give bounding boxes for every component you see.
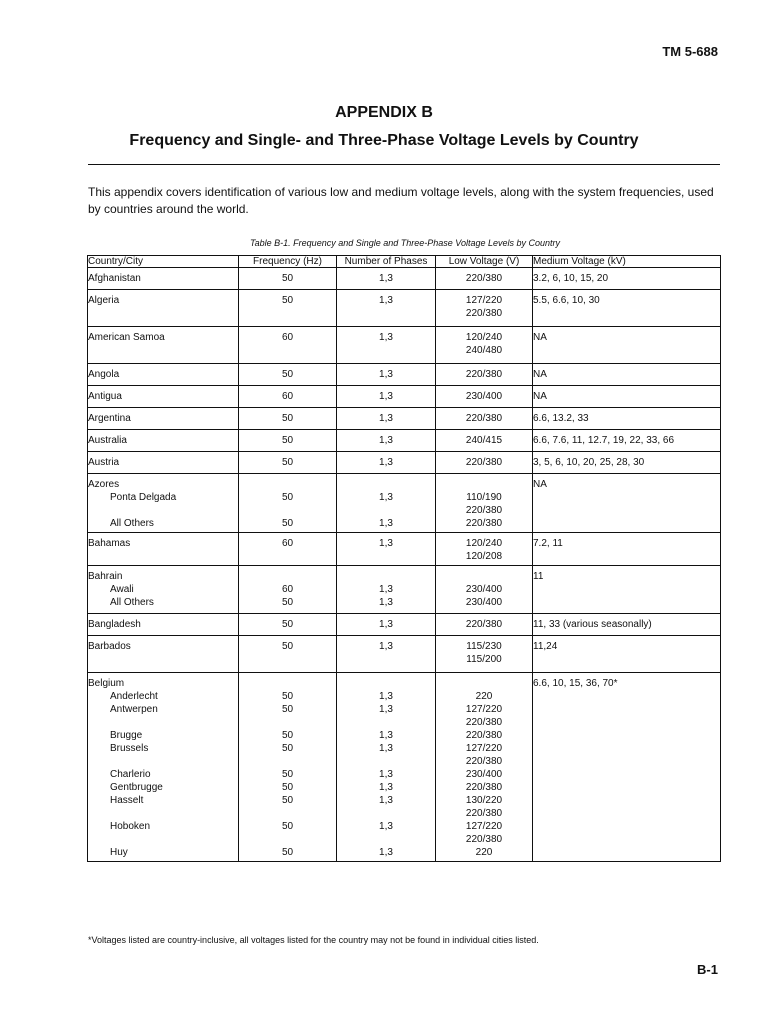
cell-frequency [239,430,337,452]
cell-value [533,703,720,716]
cell-value [533,794,720,807]
cell-frequency [239,566,337,614]
table-row [88,452,721,474]
cell-value [337,755,435,768]
cell-value [533,596,720,609]
column-header-phases: Number of Phases [337,256,436,268]
cell-value: 11,24 [533,641,558,652]
cell-value [239,755,336,768]
cell-value: NA [533,369,547,380]
cell-phases [337,474,436,533]
cell-value: 230/400 [465,584,503,595]
country-label: Bahrain [88,571,123,582]
cell-value [239,653,336,666]
cell-phases [337,452,436,474]
cell-value [337,344,435,357]
country-label: Bahamas [88,538,131,549]
cell-value: 1,3 [379,795,393,806]
cell-value: 60 [281,538,294,549]
table-row [88,636,721,673]
cell-value: 50 [281,619,294,630]
cell-country [88,430,239,452]
cell-value: 50 [281,435,294,446]
column-header-medium-voltage: Medium Voltage (kV) [533,256,721,268]
cell-value [337,807,435,820]
cell-value: 60 [281,391,294,402]
voltage-table [87,255,721,862]
cell-phases [337,290,436,327]
cell-value: 50 [281,691,294,702]
cell-value: 1,3 [379,641,393,652]
cell-value: 220/380 [465,413,503,424]
cell-country [88,408,239,430]
table-header-row [88,256,721,268]
cell-value: 6.6, 10, 15, 36, 70* [533,678,618,689]
cell-value [239,504,336,517]
cell-value [533,846,720,859]
cell-value: 1,3 [379,518,393,529]
table-row [88,327,721,364]
cell-medium-voltage [533,636,721,673]
cell-frequency [239,614,337,636]
cell-phases [337,430,436,452]
cell-country [88,386,239,408]
cell-value: 11 [533,571,544,582]
cell-value: 1,3 [379,369,393,380]
appendix-heading: APPENDIX B [335,104,433,121]
cell-medium-voltage [533,452,721,474]
country-label [88,716,238,729]
cell-value: 230/400 [465,391,503,402]
country-label: Belgium [88,678,125,689]
cell-value: 230/400 [465,597,503,608]
cell-phases [337,673,436,862]
cell-value [239,478,336,491]
cell-value: 127/220 [465,743,503,754]
cell-value: 1,3 [379,691,393,702]
table-row [88,566,721,614]
cell-value: 120/208 [465,551,503,562]
column-header-country: Country/City [88,256,239,268]
cell-frequency [239,290,337,327]
country-label: Huy [110,847,128,858]
cell-frequency [239,327,337,364]
cell-value [533,491,720,504]
cell-medium-voltage [533,386,721,408]
cell-value [533,307,720,320]
cell-value: 50 [281,413,294,424]
cell-value: 50 [281,457,294,468]
cell-country [88,268,239,290]
cell-value: 6.6, 13.2, 33 [533,413,589,424]
cell-value: 1,3 [379,391,393,402]
cell-value: 1,3 [379,847,393,858]
cell-value [337,307,435,320]
cell-value [239,716,336,729]
cell-value: 220/380 [465,457,503,468]
cell-country [88,566,239,614]
cell-value: 50 [281,782,294,793]
country-label: Ponta Delgada [110,492,177,503]
table-row [88,474,721,533]
cell-value: 1,3 [379,435,393,446]
cell-value [533,768,720,781]
cell-low-voltage [436,386,533,408]
cell-medium-voltage [533,364,721,386]
cell-value [533,517,720,530]
cell-value [239,833,336,846]
cell-value: 220/380 [465,756,503,767]
table-footnote: *Voltages listed are country-inclusive, all voltages listed for the country may not be found in individual cities listed. [88,935,539,945]
country-label: Brussels [110,743,149,754]
cell-value: 5.5, 6.6, 10, 30 [533,295,600,306]
cell-phases [337,327,436,364]
cell-value [533,716,720,729]
cell-frequency [239,408,337,430]
cell-value: 127/220 [465,821,503,832]
cell-value: 50 [281,641,294,652]
cell-value [436,677,532,690]
cell-value: 3, 5, 6, 10, 20, 25, 28, 30 [533,457,645,468]
cell-value: 1,3 [379,597,393,608]
country-label [88,344,238,357]
cell-value: 3.2, 6, 10, 15, 20 [533,273,609,284]
cell-value: 130/220 [465,795,503,806]
cell-value: 50 [281,597,294,608]
cell-low-voltage [436,673,533,862]
table-row [88,533,721,566]
cell-phases [337,364,436,386]
cell-value: 220/380 [465,308,503,319]
cell-country [88,636,239,673]
cell-value: NA [533,479,547,490]
country-label: Antigua [88,391,122,402]
cell-value [533,690,720,703]
cell-medium-voltage [533,474,721,533]
cell-frequency [239,452,337,474]
cell-value: 230/400 [465,769,503,780]
cell-phases [337,268,436,290]
country-label: Barbados [88,641,131,652]
cell-medium-voltage [533,673,721,862]
cell-value: 60 [281,332,294,343]
table-row [88,430,721,452]
cell-value [337,716,435,729]
cell-phases [337,386,436,408]
cell-low-voltage [436,430,533,452]
cell-value [533,833,720,846]
country-label: Afghanistan [88,273,141,284]
table-row [88,386,721,408]
cell-value: 50 [281,743,294,754]
country-label: Gentbrugge [110,782,163,793]
cell-medium-voltage [533,268,721,290]
cell-value: 240/415 [465,435,503,446]
cell-country [88,474,239,533]
cell-frequency [239,533,337,566]
table-row [88,408,721,430]
cell-value: 1,3 [379,704,393,715]
cell-value: 50 [281,847,294,858]
cell-country [88,673,239,862]
cell-value: 110/190 [466,492,502,503]
cell-value: 220/380 [465,505,503,516]
country-label: Austria [88,457,120,468]
cell-value [533,742,720,755]
cell-value: 50 [281,821,294,832]
cell-phases [337,408,436,430]
cell-value: 1,3 [379,492,393,503]
cell-low-voltage [436,290,533,327]
cell-value: 50 [281,730,294,741]
cell-value [239,344,336,357]
cell-value: 1,3 [379,295,393,306]
table-row [88,268,721,290]
cell-value [337,833,435,846]
country-label [88,504,238,517]
cell-country [88,290,239,327]
cell-value: 1,3 [379,584,393,595]
cell-value [337,653,435,666]
cell-value: 220/380 [465,619,503,630]
cell-value: 220/380 [465,808,503,819]
cell-value [533,653,720,666]
cell-low-voltage [436,408,533,430]
country-label [88,550,238,563]
cell-country [88,327,239,364]
country-label: Antwerpen [110,704,158,715]
cell-value [239,570,336,583]
cell-value: 127/220 [465,295,503,306]
cell-value: 6.6, 7.6, 11, 12.7, 19, 22, 33, 66 [533,435,675,446]
cell-phases [337,636,436,673]
cell-value [533,504,720,517]
table-row [88,614,721,636]
cell-frequency [239,636,337,673]
cell-value: 11, 33 (various seasonally) [533,619,652,630]
cell-value [239,807,336,820]
cell-low-voltage [436,566,533,614]
cell-value [533,820,720,833]
country-label [88,833,238,846]
country-label: Australia [88,435,127,446]
cell-low-voltage [436,474,533,533]
cell-frequency [239,268,337,290]
cell-value: 1,3 [379,782,393,793]
cell-value [436,478,532,491]
cell-medium-voltage [533,614,721,636]
country-label: Charlerio [110,769,151,780]
cell-low-voltage [436,364,533,386]
cell-value: 115/230 [466,641,502,652]
country-label [88,807,238,820]
cell-value: 1,3 [379,457,393,468]
country-label [88,653,238,666]
cell-value: 50 [281,492,294,503]
cell-value: 50 [281,795,294,806]
cell-value [337,570,435,583]
cell-value: 50 [281,273,294,284]
cell-value: 220 [475,847,493,858]
cell-medium-voltage [533,290,721,327]
cell-low-voltage [436,327,533,364]
cell-low-voltage [436,533,533,566]
country-label [88,755,238,768]
cell-frequency [239,673,337,862]
cell-frequency [239,474,337,533]
cell-value: 120/240 [465,332,503,343]
cell-medium-voltage [533,533,721,566]
cell-value: 220/380 [465,273,503,284]
page-number: B-1 [697,962,718,977]
country-label: Argentina [88,413,131,424]
cell-value: 1,3 [379,730,393,741]
cell-value: 50 [281,704,294,715]
table-row [88,364,721,386]
cell-value [533,344,720,357]
country-label: American Samoa [88,332,165,343]
cell-value: 1,3 [379,743,393,754]
cell-value [533,755,720,768]
cell-value [337,478,435,491]
cell-value: 220/380 [465,518,503,529]
cell-medium-voltage [533,327,721,364]
cell-value [239,307,336,320]
country-label: Awali [110,584,134,595]
country-label [88,307,238,320]
cell-country [88,364,239,386]
cell-country [88,614,239,636]
table-row [88,290,721,327]
cell-value: 127/220 [465,704,503,715]
cell-value: 220/380 [465,730,503,741]
cell-value: 50 [281,369,294,380]
cell-country [88,452,239,474]
cell-value [533,583,720,596]
country-label: All Others [110,518,154,529]
cell-value [337,677,435,690]
cell-value: 50 [281,295,294,306]
cell-value: 1,3 [379,821,393,832]
cell-medium-voltage [533,430,721,452]
cell-value: 220/380 [465,834,503,845]
cell-phases [337,533,436,566]
cell-value: 1,3 [379,619,393,630]
cell-phases [337,566,436,614]
cell-value: 1,3 [379,332,393,343]
cell-value [337,550,435,563]
country-label: Anderlecht [110,691,158,702]
country-label: Bangladesh [88,619,141,630]
cell-value: 220/380 [465,717,503,728]
table-row [88,673,721,862]
cell-value: 240/480 [465,345,503,356]
cell-low-voltage [436,452,533,474]
cell-value: NA [533,391,547,402]
cell-value: 1,3 [379,273,393,284]
document-id: TM 5-688 [662,44,718,59]
page-title: Frequency and Single- and Three-Phase Voltage Levels by Country [129,132,639,149]
cell-value: 60 [281,584,294,595]
cell-value: 220/380 [465,782,503,793]
table-caption: Table B-1. Frequency and Single and Three-Phase Voltage Levels by Country [249,238,561,248]
country-label: Hoboken [110,821,151,832]
country-label: All Others [110,597,154,608]
title-divider [88,164,720,165]
cell-phases [337,614,436,636]
cell-value: 220/380 [465,369,503,380]
country-label: Hasselt [110,795,144,806]
cell-low-voltage [436,636,533,673]
cell-value [533,781,720,794]
cell-value [533,729,720,742]
cell-value: 7.2, 11 [533,538,563,549]
cell-medium-voltage [533,566,721,614]
cell-value: 115/200 [466,654,502,665]
cell-frequency [239,386,337,408]
country-label: Angola [88,369,120,380]
cell-medium-voltage [533,408,721,430]
cell-value: 50 [281,518,294,529]
cell-value: 1,3 [379,538,393,549]
cell-value [337,504,435,517]
cell-value: 120/240 [465,538,503,549]
cell-low-voltage [436,268,533,290]
country-label: Azores [88,479,120,490]
cell-value: NA [533,332,547,343]
cell-value [436,570,532,583]
intro-paragraph: This appendix covers identification of various low and medium voltage levels, along with the system frequencies, used by countries around the world. [88,185,714,216]
country-label: Algeria [88,295,120,306]
country-label: Brugge [110,730,143,741]
cell-value: 1,3 [379,769,393,780]
cell-value [533,550,720,563]
cell-country [88,533,239,566]
cell-frequency [239,364,337,386]
cell-value: 1,3 [379,413,393,424]
column-header-frequency: Frequency (Hz) [239,256,337,268]
cell-value: 220 [475,691,493,702]
cell-value [239,550,336,563]
cell-value: 50 [281,769,294,780]
column-header-low-voltage: Low Voltage (V) [436,256,533,268]
cell-value [239,677,336,690]
cell-value [533,807,720,820]
cell-low-voltage [436,614,533,636]
